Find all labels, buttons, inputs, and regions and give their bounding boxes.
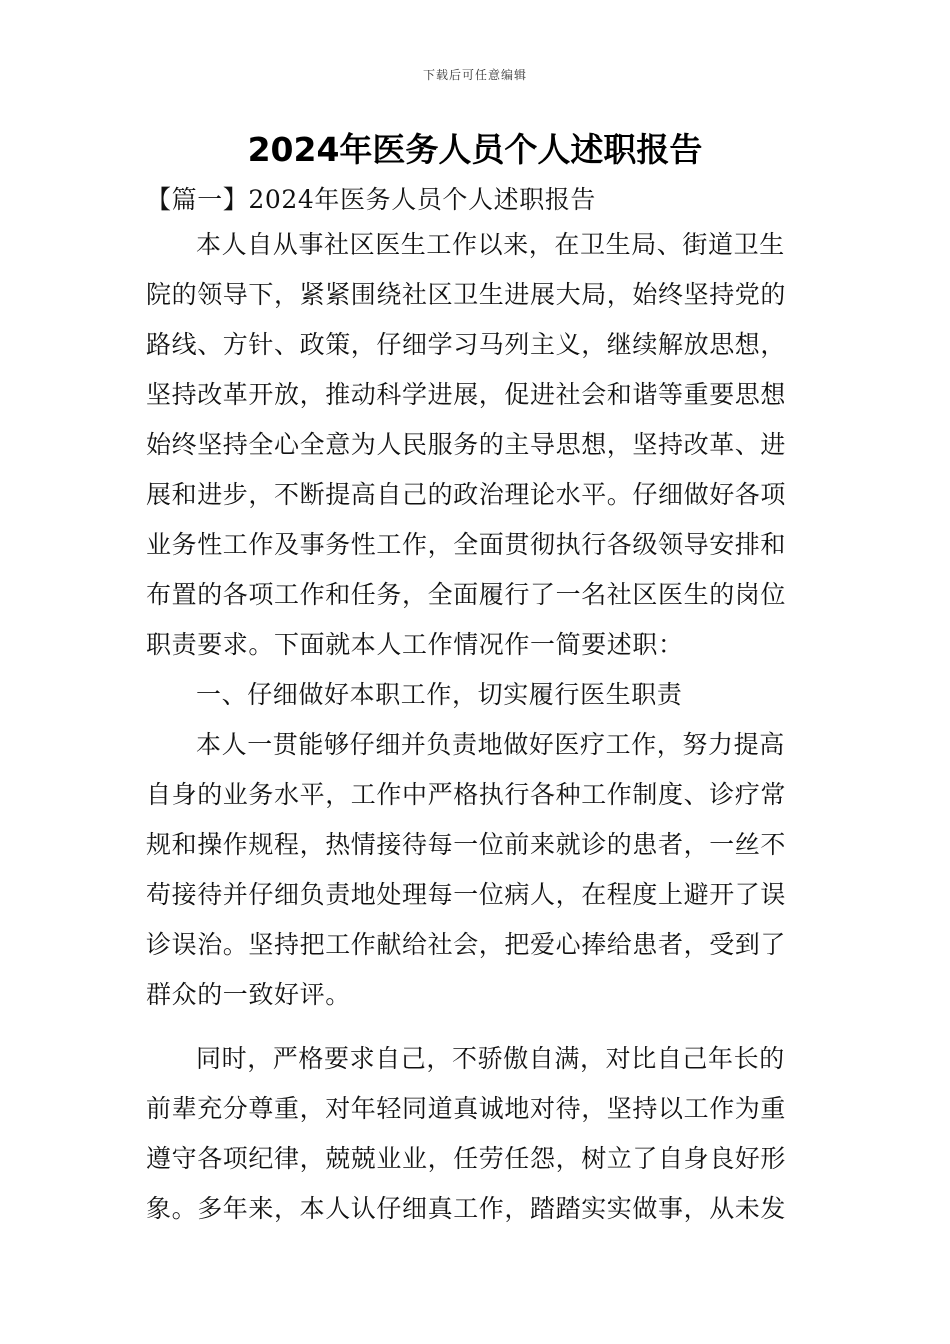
paragraph-line: 同时，严格要求自己，不骄傲自满，对比自己年长的 xyxy=(196,1044,785,1073)
paragraph-line: 规和操作规程，热情接待每一位前来就诊的患者，一丝不 xyxy=(146,830,787,859)
paragraph-line: 前辈充分尊重，对年轻同道真诚地对待，坚持以工作为重 xyxy=(146,1094,787,1123)
paragraph-line: 坚持改革开放，推动科学进展，促进社会和谐等重要思想 xyxy=(146,380,787,409)
paragraph-line: 诊误治。坚持把工作献给社会，把爱心捧给患者，受到了 xyxy=(146,930,787,959)
paragraph-line: 院的领导下，紧紧围绕社区卫生进展大局，始终坚持党的 xyxy=(146,280,787,309)
paragraph-line: 苟接待并仔细负责地处理每一位病人，在程度上避开了误 xyxy=(146,880,787,909)
paragraph-line: 路线、方针、政策，仔细学习马列主义，继续解放思想， xyxy=(146,330,787,359)
paragraph-1 xyxy=(146,220,810,670)
paragraph-line: 自身的业务水平，工作中严格执行各种工作制度、诊疗常 xyxy=(146,780,787,809)
paragraph-3 xyxy=(146,1034,810,1234)
paragraph-line: 遵守各项纪律，兢兢业业，任劳任怨，树立了自身良好形 xyxy=(146,1144,787,1173)
paragraph-line: 布置的各项工作和任务，全面履行了一名社区医生的岗位 xyxy=(146,580,787,609)
paragraph-line: 展和进步，不断提高自己的政治理论水平。仔细做好各项 xyxy=(146,480,787,509)
paragraph-line: 群众的一致好评。 xyxy=(146,980,351,1009)
document-body xyxy=(146,180,810,1234)
section-label: 【篇一】2024年医务人员个人述职报告 xyxy=(146,185,597,214)
document-title: 2024年医务人员个人述职报告 xyxy=(247,130,703,169)
paragraph-line: 职责要求。下面就本人工作情况作一简要述职： xyxy=(146,630,684,659)
paragraph-line: 象。多年来，本人认仔细真工作，踏踏实实做事，从未发 xyxy=(146,1194,787,1223)
paragraph-line: 始终坚持全心全意为人民服务的主导思想，坚持改革、进 xyxy=(146,430,787,459)
paragraph-line: 本人一贯能够仔细并负责地做好医疗工作，努力提高 xyxy=(196,730,785,759)
paragraph-line: 本人自从事社区医生工作以来，在卫生局、街道卫生 xyxy=(196,230,785,259)
header-note: 下载后可任意编辑 xyxy=(422,68,527,82)
paragraph-line: 业务性工作及事务性工作，全面贯彻执行各级领导安排和 xyxy=(146,530,787,559)
paragraph-gap xyxy=(146,1020,810,1034)
section-heading: 一、仔细做好本职工作，切实履行医生职责 xyxy=(196,680,683,709)
paragraph-2 xyxy=(146,720,810,1020)
